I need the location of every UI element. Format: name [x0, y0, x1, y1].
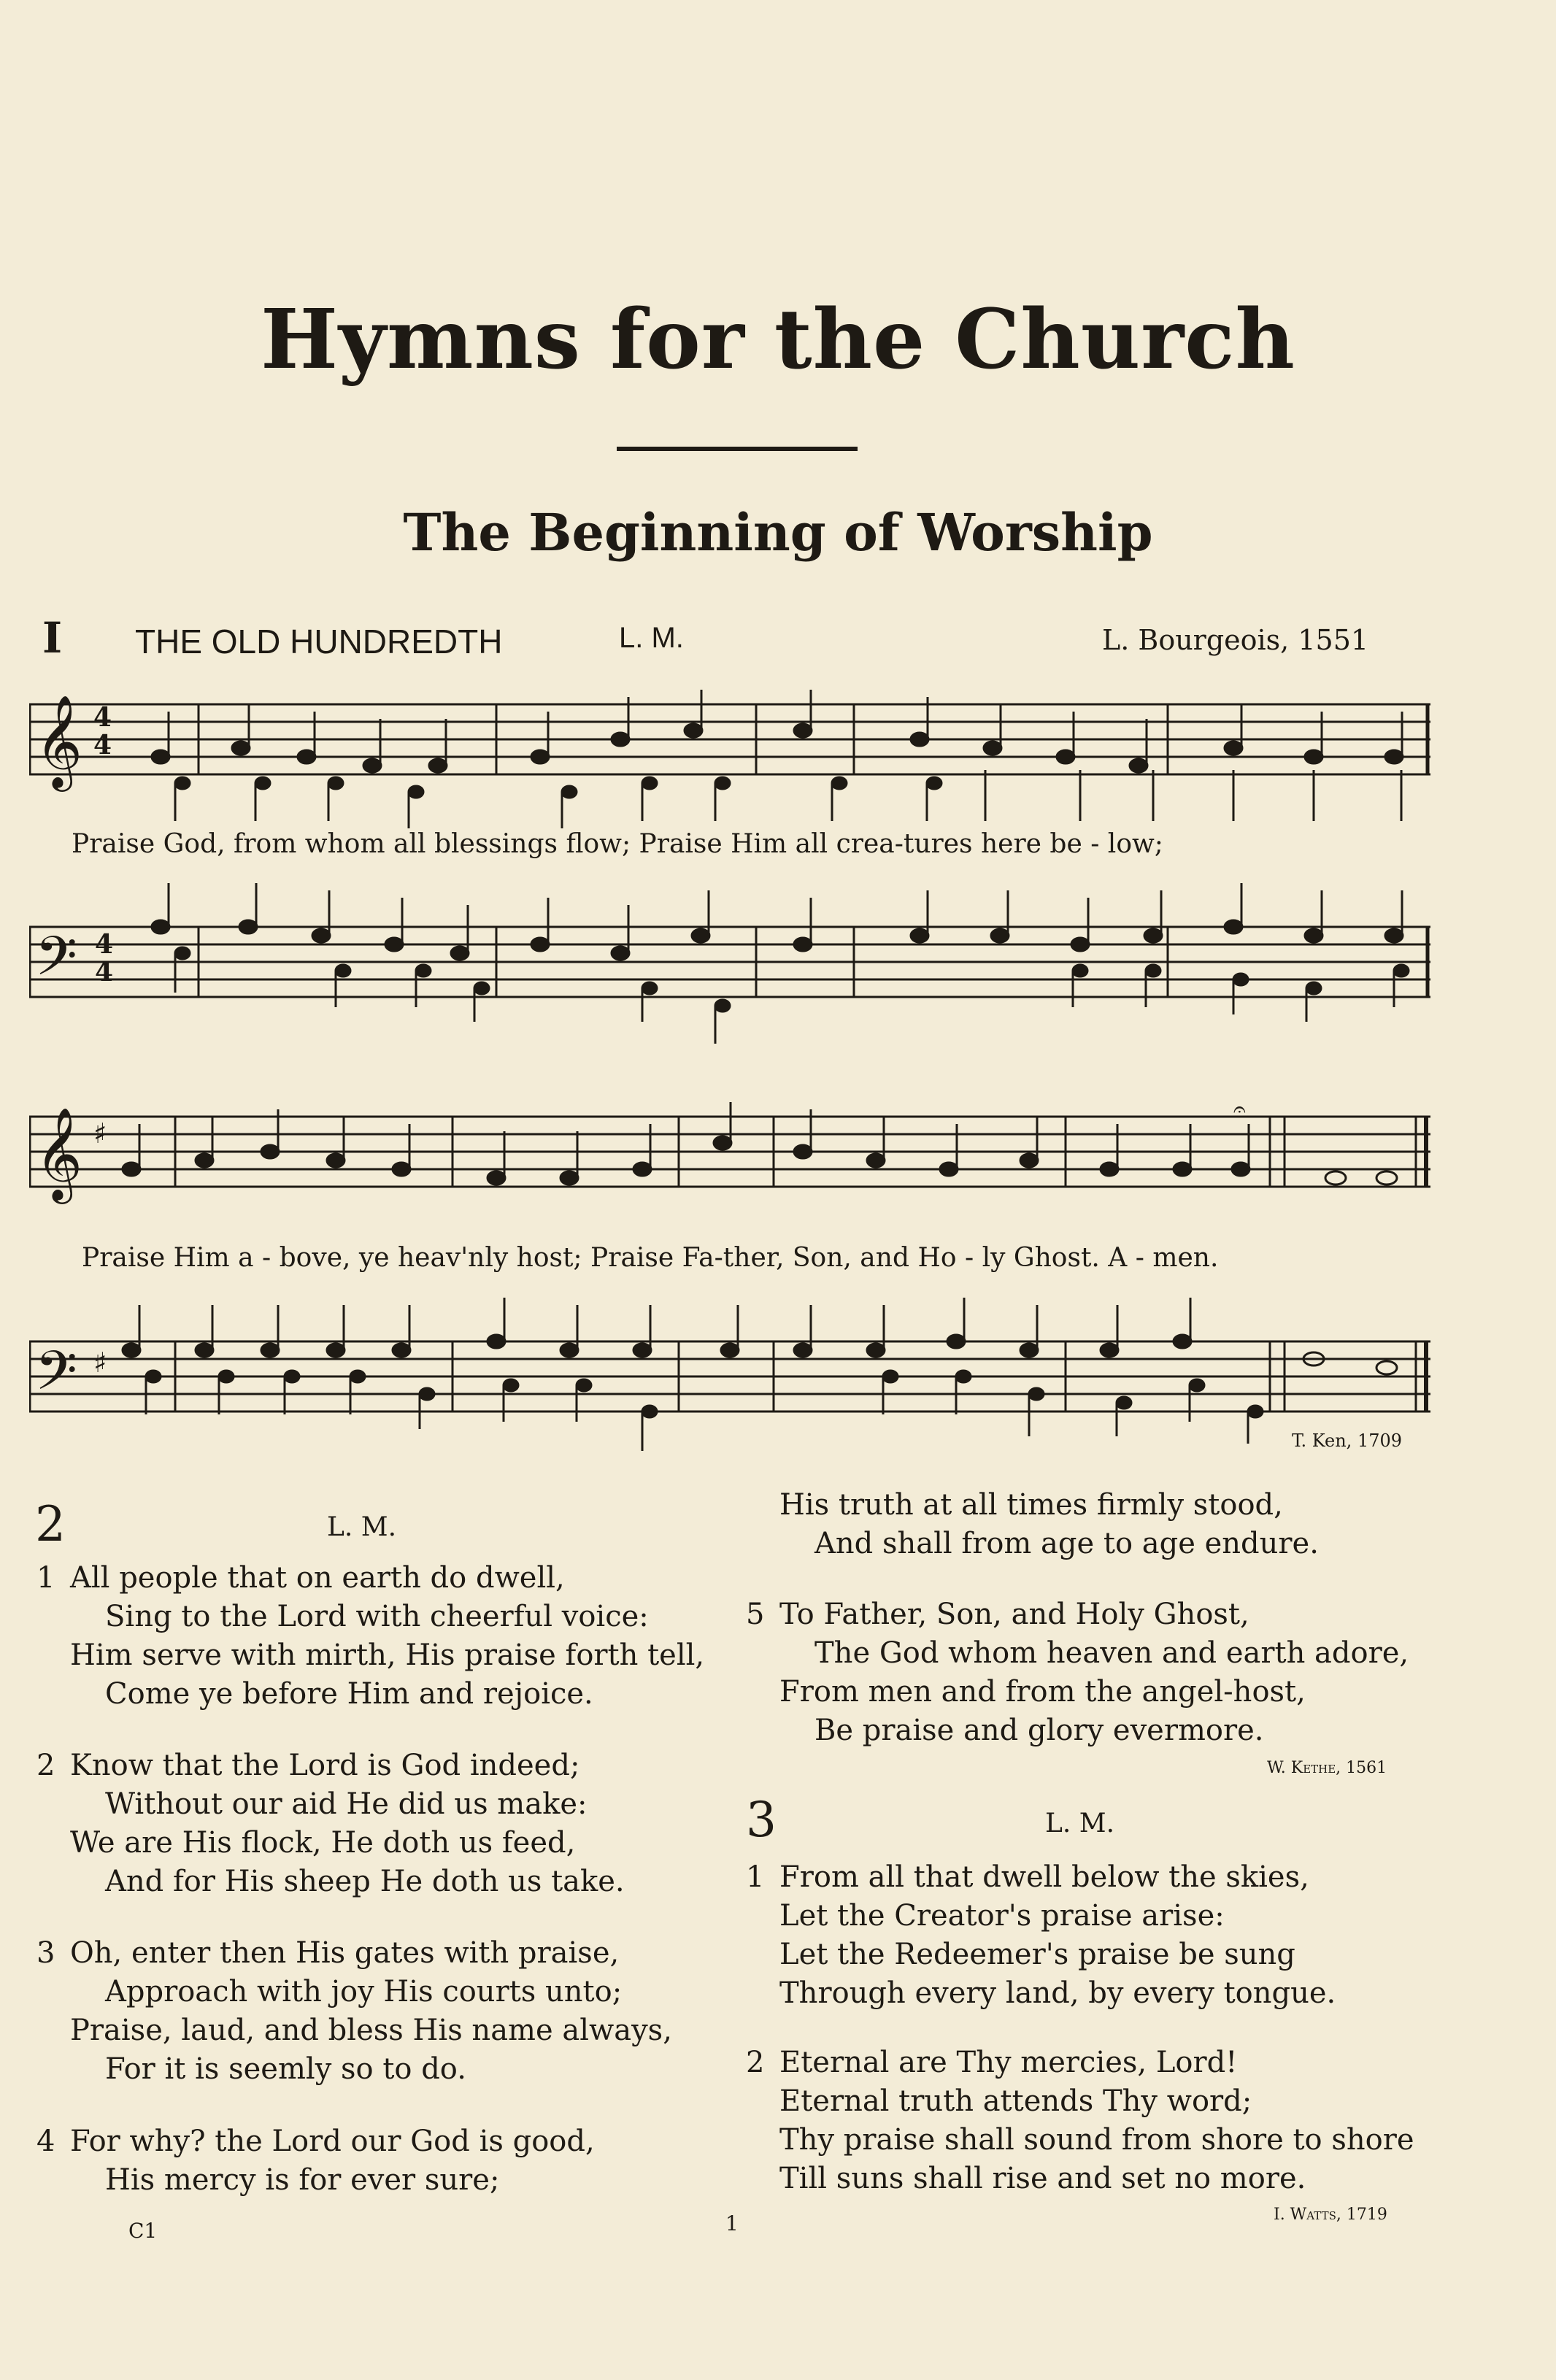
verse-line: Oh, enter then His gates with praise, — [70, 1936, 620, 1970]
verse-number: 1 — [746, 1860, 765, 1894]
verse-line: Praise, laud, and bless His name always, — [70, 2014, 672, 2047]
verse-line: The God whom heaven and earth adore, — [814, 1636, 1409, 1670]
verse-line: We are His flock, He doth us feed, — [70, 1826, 576, 1860]
verse-number: 2 — [746, 2046, 765, 2079]
bass-staff-system-2 — [29, 1290, 1430, 1480]
verse-line: His mercy is for ever sure; — [105, 2163, 500, 2197]
hymn-3-meter: L. M. — [1045, 1809, 1115, 1838]
hymn-2-verse-3 — [36, 1934, 672, 2089]
hymn-1-text-author: T. Ken, 1709 — [1292, 1430, 1403, 1451]
verse-number: 5 — [746, 1598, 765, 1631]
verse-number: 3 — [36, 1936, 55, 1970]
hymn-3-author: I. Watts, 1719 — [1274, 2206, 1387, 2224]
verse-line: Till suns shall rise and set no more. — [779, 2162, 1306, 2195]
hymn-3-number: 3 — [746, 1792, 777, 1848]
hymn-2-verse-4 — [36, 2122, 595, 2200]
verse-line: Let the Redeemer's praise be sung — [779, 1938, 1295, 1971]
verse-line: Sing to the Lord with cheerful voice: — [105, 1600, 649, 1633]
verse-line: From men and from the angel-host, — [779, 1675, 1306, 1709]
hymn-2-verse-4-continued — [779, 1486, 1319, 1563]
hymn-2-verse-5 — [746, 1595, 1409, 1750]
verse-line: Eternal are Thy mercies, Lord! — [779, 2046, 1238, 2079]
bass-staff-system-1 — [29, 876, 1430, 1066]
hymn-3-verse-2 — [746, 2044, 1414, 2198]
hymn-2-number: 2 — [35, 1496, 66, 1552]
svg-text:𝄐: 𝄐 — [1233, 1102, 1246, 1122]
signature-mark: C1 — [128, 2219, 158, 2243]
svg-text:4: 4 — [95, 957, 114, 987]
verse-line: And for His sheep He doth us take. — [105, 1865, 625, 1898]
verse-line: Thy praise shall sound from shore to shore — [779, 2123, 1414, 2157]
verse-number: 2 — [36, 1749, 55, 1782]
verse-line: And shall from age to age endure. — [814, 1527, 1319, 1560]
hymn-1-lyrics-line-2: Praise Him a - bove, ye heav'nly host; Praise Fa-ther, Son, and Ho - ly Ghost. A - men. — [82, 1243, 1219, 1273]
verse-line: Through every land, by every tongue. — [779, 1976, 1336, 2010]
verse-line: To Father, Son, and Holy Ghost, — [779, 1598, 1249, 1631]
verse-line: All people that on earth do dwell, — [70, 1561, 565, 1595]
verse-line: For why? the Lord our God is good, — [70, 2125, 595, 2158]
hymn-2-author: W. Kethe, 1561 — [1267, 1759, 1387, 1777]
verse-number: 1 — [36, 1561, 55, 1595]
svg-text:𝄞: 𝄞 — [35, 694, 83, 787]
svg-text:♯: ♯ — [93, 1347, 107, 1379]
hymn-1-composer: L. Bourgeois, 1551 — [1102, 624, 1369, 656]
hymn-2-meter: L. M. — [327, 1512, 397, 1542]
verse-line: For it is seemly so to do. — [105, 2052, 466, 2086]
verse-line: From all that dwell below the skies, — [779, 1860, 1309, 1894]
verse-line: Let the Creator's praise arise: — [779, 1899, 1225, 1933]
hymn-1-tune-name: THE OLD HUNDREDTH — [135, 623, 503, 661]
section-title: The Beginning of Worship — [403, 502, 1153, 563]
verse-number: 4 — [36, 2125, 55, 2158]
hymn-2-verse-2 — [36, 1747, 625, 1901]
svg-text:𝄞: 𝄞 — [35, 1106, 83, 1200]
svg-text:𝄢: 𝄢 — [35, 1339, 77, 1416]
title-rule — [617, 447, 858, 451]
page-title: Hymns for the Church — [261, 292, 1295, 388]
svg-text:4: 4 — [95, 929, 114, 960]
verse-line: His truth at all times firmly stood, — [779, 1488, 1283, 1522]
verse-line: Him serve with mirth, His praise forth tell, — [70, 1638, 705, 1672]
verse-line: Be praise and glory evermore. — [814, 1714, 1264, 1747]
hymn-2-verse-1 — [36, 1559, 705, 1714]
page-number: 1 — [725, 2211, 739, 2235]
hymn-3-verse-1 — [746, 1858, 1336, 2013]
svg-text:4: 4 — [93, 702, 112, 733]
verse-line: Come ye before Him and rejoice. — [105, 1677, 593, 1711]
svg-text:♯: ♯ — [93, 1117, 107, 1149]
hymn-1-meter: L. M. — [619, 622, 684, 654]
verse-line: Without our aid He did us make: — [105, 1787, 588, 1821]
verse-line: Eternal truth attends Thy word; — [779, 2084, 1252, 2118]
verse-line: Know that the Lord is God indeed; — [70, 1749, 580, 1782]
svg-text:4: 4 — [93, 730, 112, 760]
hymn-1-lyrics-line-1: Praise God, from whom all blessings flow; Praise Him all crea-tures here be - low; — [72, 829, 1163, 859]
verse-line: Approach with joy His courts unto; — [105, 1975, 623, 2009]
svg-text:𝄢: 𝄢 — [35, 925, 77, 1001]
hymn-1-number: I — [42, 613, 63, 663]
